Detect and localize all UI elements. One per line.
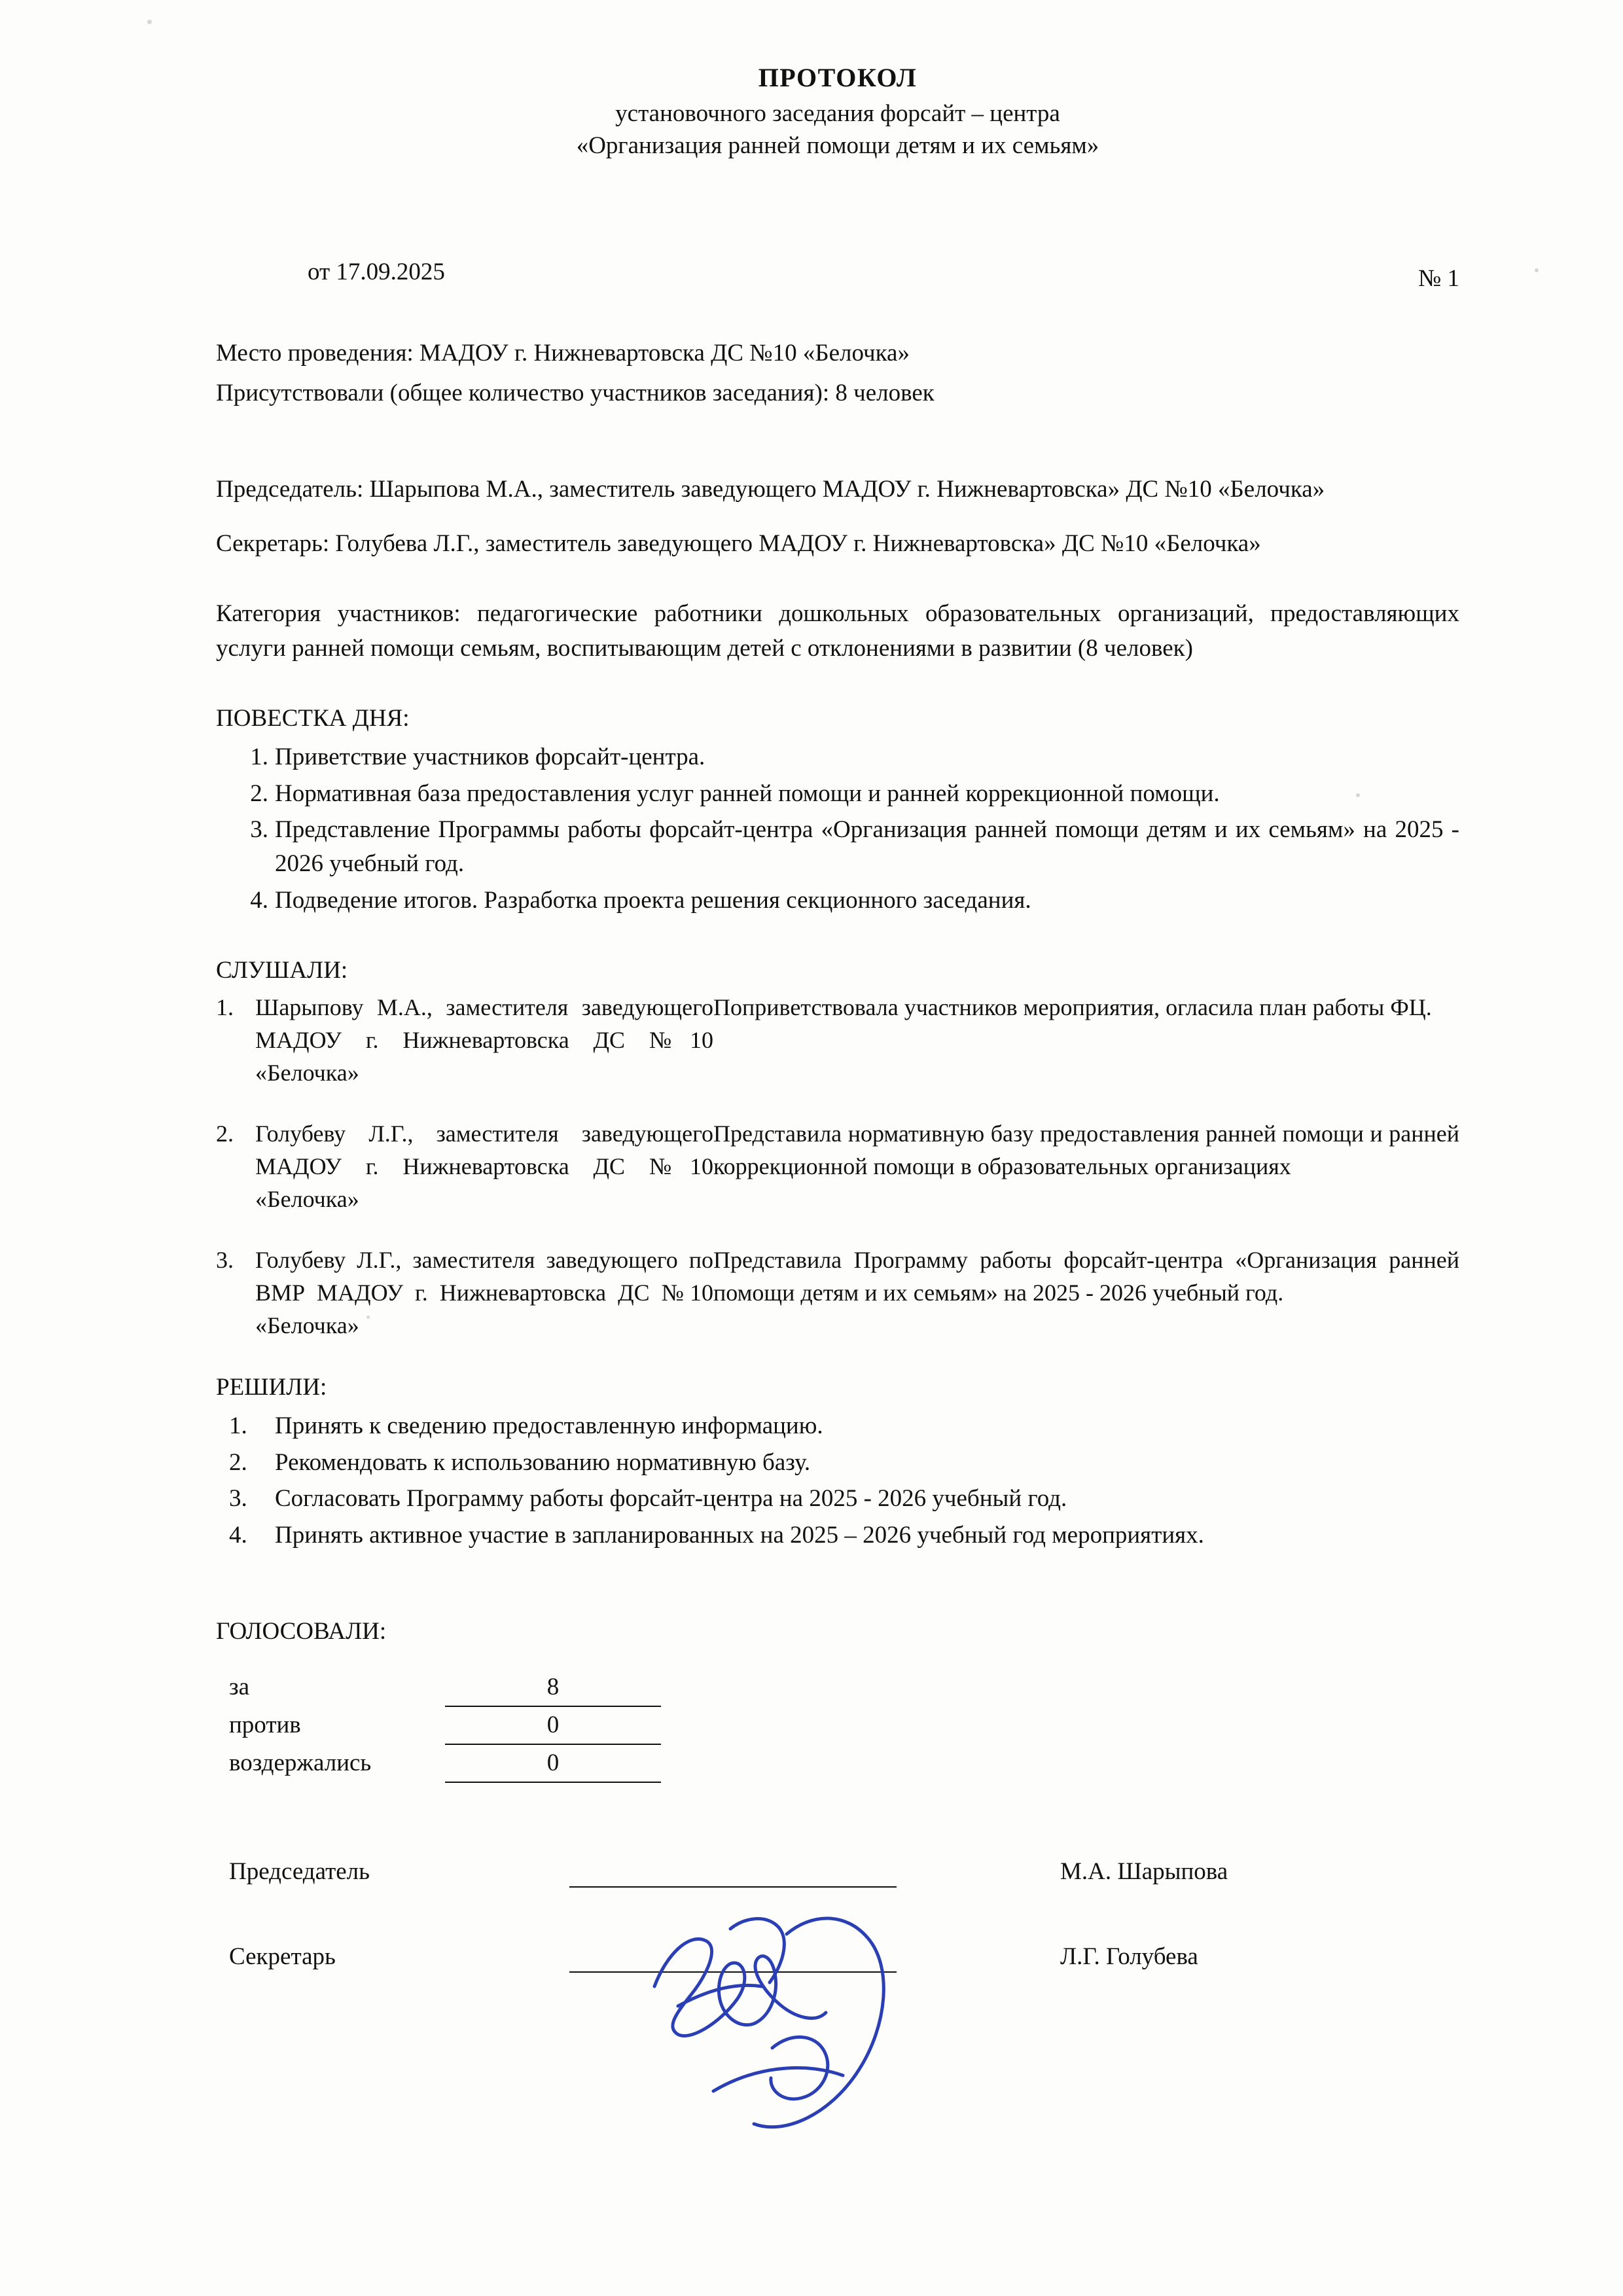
speaker-summary: Представила нормативную базу предоставления ранней помощи и ранней коррекционной помощи в образовательных организациях [713,1121,1459,1179]
document-subtitle-line-1: установочного заседания форсайт – центра [615,100,1060,127]
speaker-number: 1. [216,994,234,1021]
signature-row [216,1855,1459,1940]
speaker-name: Шарыпову М.А., заместителя заведующего МАДОУ г. Нижневартовска ДС №10 «Белочка» [255,994,713,1086]
table-row [229,1669,661,1706]
agenda-list [216,740,1459,918]
decision-item: Принять к сведению предоставленную информацию. [275,1412,823,1439]
speaker-name: Голубеву Л.Г., заместителя заведующего по ВМР МАДОУ г. Нижневартовска ДС №10 «Белочка» [255,1247,713,1338]
table-row [216,1244,1459,1371]
listened-heading: СЛУШАЛИ: [216,956,348,984]
page-title: ПРОТОКОЛ [758,63,918,92]
table-row [229,1706,661,1744]
signature-name: М.А. Шарыпова [1060,1858,1228,1886]
voting-section [216,1615,1459,1783]
signature-line [569,1971,897,1973]
document-number: № 1 [1418,265,1459,292]
vote-label: против [229,1711,301,1738]
meeting-chairman: Председатель: Шарыпова М.А., заместитель заведующего МАДОУ г. Нижневартовска» ДС №10 «Белочка» [216,476,1325,503]
decisions-list [216,1409,1459,1552]
signature-role: Секретарь [229,1943,336,1971]
speaker-summary: Представила Программу работы форсайт-центра «Организация ранней помощи детям и их семьям» на 2025 - 2026 учебный год. [713,1247,1459,1306]
meeting-place: Место проведения: МАДОУ г. Нижневартовска ДС №10 «Белочка» [216,340,910,367]
decisions-section [216,1371,1459,1552]
meeting-secretary: Секретарь: Голубева Л.Г., заместитель заведующего МАДОУ г. Нижневартовска» ДС №10 «Белочка» [216,529,1261,557]
decisions-heading: РЕШИЛИ: [216,1374,327,1401]
vote-label: воздержались [229,1749,372,1777]
signature-role: Председатель [229,1858,370,1886]
agenda-item: Представление Программы работы форсайт-центра «Организация ранней помощи детям и их семьям» на 2025 - 2026 учебный год. [275,816,1459,878]
table-row [216,1118,1459,1244]
agenda-item: Приветствие участников форсайт-центра. [275,743,705,770]
document-subtitle-line-2: «Организация ранней помощи детям и их семьям» [576,132,1099,159]
voting-table [229,1669,661,1784]
listened-section [216,954,1459,1371]
agenda-item: Нормативная база предоставления услуг ранней помощи и ранней коррекционной помощи. [275,780,1220,807]
decision-item: Согласовать Программу работы форсайт-центра на 2025 - 2026 учебный год. [275,1485,1067,1513]
signature-line [569,1886,897,1888]
voting-heading: ГОЛОСОВАЛИ: [216,1618,387,1645]
vote-value: 0 [445,1744,661,1782]
signatures-section [216,1855,1459,2025]
decision-item: Рекомендовать к использованию нормативную базу. [275,1448,811,1476]
table-row [216,992,1459,1118]
document-body [216,62,1459,2025]
document-content [216,336,1459,2025]
speaker-name: Голубеву Л.Г., заместителя заведующего МАДОУ г. Нижневартовска ДС №10 «Белочка» [255,1121,713,1212]
speakers-table [216,992,1459,1371]
document-date: от 17.09.2025 [308,259,445,285]
vote-label: за [229,1674,250,1701]
speaker-number: 3. [216,1247,234,1274]
agenda-section [216,702,1459,918]
agenda-heading: ПОВЕСТКА ДНЯ: [216,705,410,732]
signature-row [216,1940,1459,2025]
signature-name: Л.Г. Голубева [1060,1943,1198,1971]
agenda-item: Подведение итогов. Разработка проекта решения секционного заседания. [275,886,1031,914]
paper-speck [147,20,152,24]
speaker-number: 2. [216,1121,234,1147]
participants-category: Категория участников: педагогические работники дошкольных образовательных организаций, предоставляющих услуги ранней помощи семьям, воспитывающим детей с отклонениями в развитии (8 человек) [216,600,1459,662]
paper-speck [1535,268,1539,272]
title-block [216,62,1459,160]
vote-value: 8 [445,1669,661,1706]
meeting-attendees: Присутствовали (общее количество участников заседания): 8 человек [216,379,935,406]
document-meta-row [216,258,1459,297]
vote-value: 0 [445,1706,661,1744]
speaker-summary: Поприветствовала участников мероприятия, огласила план работы ФЦ. [713,994,1432,1021]
decision-item: Принять активное участие в запланированных на 2025 – 2026 учебный год мероприятиях. [275,1522,1204,1549]
table-row [229,1744,661,1782]
